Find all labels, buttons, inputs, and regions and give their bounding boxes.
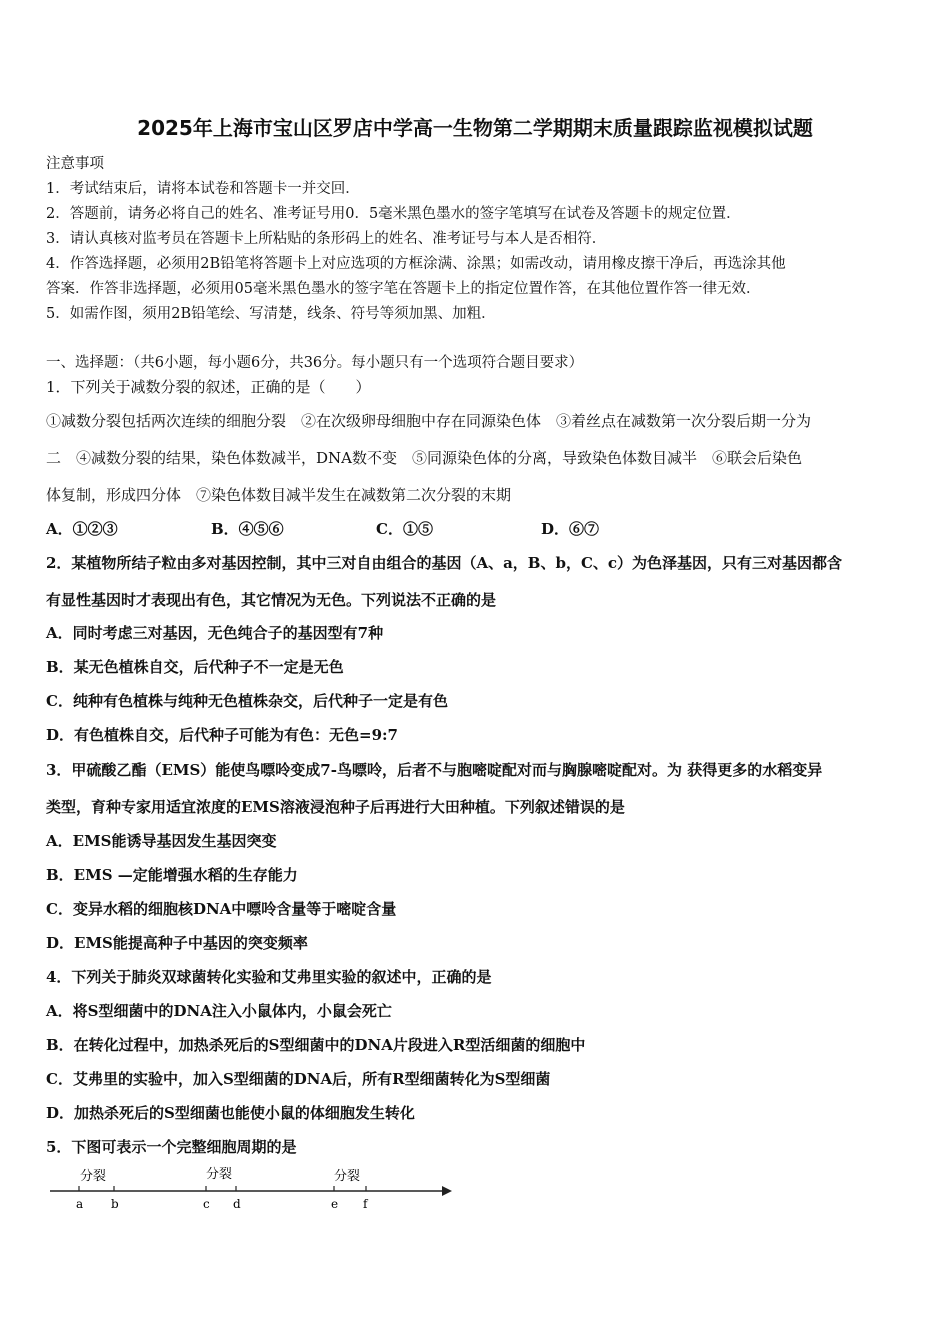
option-a: A．同时考虑三对基因，无色纯合子的基因型有7种 — [46, 624, 384, 642]
point-label-d: d — [233, 1197, 241, 1211]
option-b: B．④⑤⑥ — [211, 520, 284, 538]
option-c: C．纯种有色植株与纯种无色植株杂交，后代种子一定是有色 — [46, 692, 448, 710]
section-heading: 一、选择题：（共6小题，每小题6分，共36分。每小题只有一个选项符合题目要求） — [46, 355, 584, 371]
question-stem: 3．甲硫酸乙酯（EMS）能使鸟嘌呤变成7-鸟嘌呤，后者不与胞嘧啶配对而与胸腺嘧啶配对。为 获得更多的水稻变异 — [46, 761, 823, 779]
point-label-e: e — [331, 1197, 339, 1211]
arrow-head-icon — [442, 1186, 452, 1196]
question-stem: 类型，育种专家用适宜浓度的EMS溶液浸泡种子后再进行大田种植。下列叙述错误的是 — [46, 798, 625, 816]
option-c: C．①⑤ — [376, 520, 433, 538]
note-item: 4．作答选择题，必须用2B铅笔将答题卡上对应选项的方框涂满、涂黑；如需改动，请用橡皮擦干净后，再选涂其他 — [46, 256, 786, 272]
question-stem: 1．下列关于减数分裂的叙述，正确的是（ ） — [46, 378, 371, 396]
option-c: C．变异水稻的细胞核DNA中嘌呤含量等于嘧啶含量 — [46, 900, 397, 918]
point-label-c: c — [203, 1197, 210, 1211]
option-b: B．EMS —定能增强水稻的生存能力 — [46, 866, 298, 884]
option-d: D．有色植株自交，后代种子可能为有色：无色=9:7 — [46, 726, 398, 744]
question-text-line: 体复制，形成四分体 ⑦染色体数目减半发生在减数第二次分裂的末期 — [46, 486, 512, 504]
option-a: A．EMS能诱导基因发生基因突变 — [46, 832, 277, 850]
question-stem: 5．下图可表示一个完整细胞周期的是 — [46, 1138, 297, 1156]
option-b: B．某无色植株自交，后代种子不一定是无色 — [46, 658, 344, 676]
option-d: D．⑥⑦ — [541, 520, 600, 538]
page-title: 2025年上海市宝山区罗店中学高一生物第二学期期末质量跟踪监视模拟试题 — [137, 116, 813, 140]
point-label-b: b — [111, 1197, 119, 1211]
option-d: D．加热杀死后的S型细菌也能使小鼠的体细胞发生转化 — [46, 1104, 415, 1122]
segment-label-3: 分裂 — [334, 1169, 361, 1184]
option-a: A．将S型细菌中的DNA注入小鼠体内，小鼠会死亡 — [46, 1002, 392, 1020]
question-stem: 有显性基因时才表现出有色，其它情况为无色。下列说法不正确的是 — [46, 591, 497, 609]
note-item: 3．请认真核对监考员在答题卡上所粘贴的条形码上的姓名、准考证号与本人是否相符． — [46, 231, 607, 247]
option-d: D．EMS能提高种子中基因的突变频率 — [46, 934, 308, 952]
option-b: B．在转化过程中，加热杀死后的S型细菌中的DNA片段进入R型活细菌的细胞中 — [46, 1036, 586, 1054]
options-row — [46, 518, 906, 540]
cell-cycle-figure — [46, 1166, 466, 1216]
notes-heading: 注意事项 — [46, 156, 104, 172]
note-item: 5．如需作图，须用2B铅笔绘、写清楚，线条、符号等须加黑、加粗． — [46, 306, 496, 322]
point-label-a: a — [76, 1197, 84, 1211]
option-a: A．①②③ — [46, 520, 118, 538]
question-text-line: 二 ④减数分裂的结果，染色体数减半，DNA数不变 ⑤同源染色体的分离，导致染色体数目减半 ⑥联会后染色 — [46, 449, 802, 467]
note-item: 1．考试结束后，请将本试卷和答题卡一并交回． — [46, 181, 360, 197]
point-label-f: f — [363, 1197, 368, 1211]
question-stem: 2．某植物所结子粒由多对基因控制，其中三对自由组合的基因（A、a，B、b，C、c）为色泽基因，只有三对基因都含 — [46, 554, 843, 572]
option-c: C．艾弗里的实验中，加入S型细菌的DNA后，所有R型细菌转化为S型细菌 — [46, 1070, 551, 1088]
segment-label-2: 分裂 — [206, 1167, 233, 1182]
note-item: 2．答题前，请务必将自己的姓名、准考证号用0．5毫米黑色墨水的签字笔填写在试卷及答题卡的规定位置． — [46, 206, 741, 222]
question-stem: 4．下列关于肺炎双球菌转化实验和艾弗里实验的叙述中，正确的是 — [46, 968, 492, 986]
segment-label-1: 分裂 — [80, 1169, 107, 1184]
note-item: 答案．作答非选择题，必须用05毫米黑色墨水的签字笔在答题卡上的指定位置作答，在其他位置作答一律无效． — [46, 281, 761, 297]
question-text-line: ①减数分裂包括两次连续的细胞分裂 ②在次级卵母细胞中存在同源染色体 ③着丝点在减数第一次分裂后期一分为 — [46, 412, 812, 430]
